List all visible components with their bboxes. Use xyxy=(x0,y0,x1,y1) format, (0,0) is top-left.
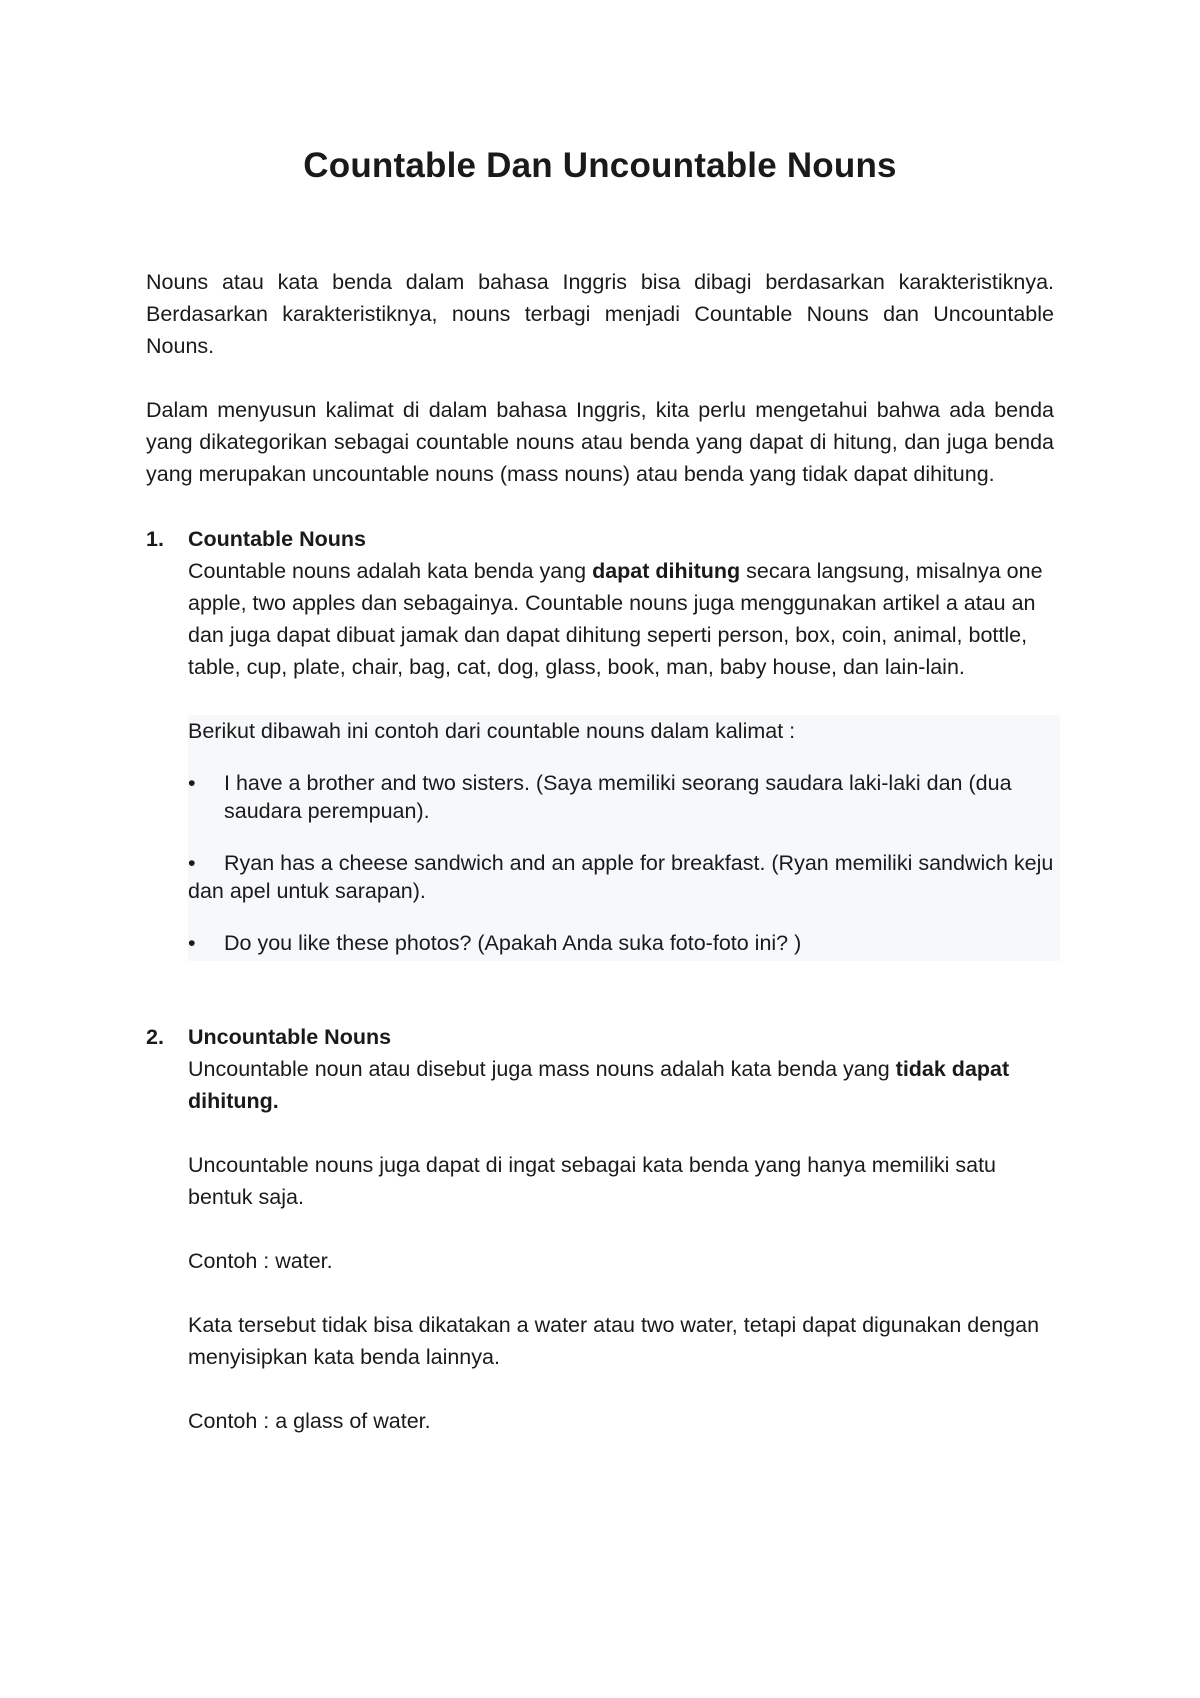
examples-box xyxy=(188,715,1060,961)
bullet-icon: • xyxy=(188,931,196,955)
section-2-paragraph-5: Contoh : a glass of water. xyxy=(188,1409,431,1433)
section-uncountable-nouns xyxy=(146,1021,1054,1437)
section-1-body xyxy=(188,555,1054,683)
section-countable-nouns xyxy=(146,523,1054,961)
page-title: Countable Dan Uncountable Nouns xyxy=(303,146,897,185)
section-1-number: 1. xyxy=(146,527,164,551)
section-1-body-post: secara langsung, misalnya one apple, two apples dan sebagainya. Countable nouns juga menggunakan artikel a atau an dan juga dapat dibuat jamak dan dapat dihitung seperti person, box, coin, animal, bottle, table, cup, plate, chair, bag, cat, dog, glass, book, man, baby house, dan lain-lain. xyxy=(188,559,1043,679)
section-2-paragraph-2: Uncountable nouns juga dapat di ingat sebagai kata benda yang hanya memiliki satu bentuk saja. xyxy=(188,1153,997,1209)
bullet-icon: • xyxy=(188,771,196,795)
intro-paragraph-2: Dalam menyusun kalimat di dalam bahasa Inggris, kita perlu mengetahui bahwa ada benda yang dikategorikan sebagai countable nouns atau benda yang dapat di hitung, dan juga benda yang merupakan uncountable nouns (mass nouns) atau benda yang tidak dapat dihitung. xyxy=(146,398,1054,486)
example-item xyxy=(188,849,1060,905)
example-item xyxy=(188,769,1060,825)
section-2-heading xyxy=(146,1021,1054,1053)
section-2-body-pre: Uncountable noun atau disebut juga mass nouns adalah kata benda yang xyxy=(188,1057,896,1081)
section-1-body-pre: Countable nouns adalah kata benda yang xyxy=(188,559,593,583)
section-1-title: Countable Nouns xyxy=(188,527,366,551)
section-2-title: Uncountable Nouns xyxy=(188,1025,392,1049)
example-text-1: I have a brother and two sisters. (Saya memiliki seorang saudara laki-laki dan (dua saudara perempuan). xyxy=(224,771,1012,823)
section-2-paragraph-3: Contoh : water. xyxy=(188,1249,333,1273)
section-2-number: 2. xyxy=(146,1025,164,1049)
section-2-body-bold: tidak dapat dihitung. xyxy=(188,1057,1010,1113)
examples-lead: Berikut dibawah ini contoh dari countable nouns dalam kalimat : xyxy=(188,719,796,743)
example-item xyxy=(188,929,1060,961)
bullet-icon: • xyxy=(188,851,196,875)
section-2-body xyxy=(188,1053,1054,1117)
section-2-paragraph-4: Kata tersebut tidak bisa dikatakan a water atau two water, tetapi dapat digunakan dengan menyisipkan kata benda lainnya. xyxy=(188,1313,1040,1369)
intro-paragraph-1: Nouns atau kata benda dalam bahasa Inggris bisa dibagi berdasarkan karakteristiknya. Berdasarkan karakteristiknya, nouns terbagi menjadi Countable Nouns dan Uncountable Nouns. xyxy=(146,270,1054,358)
example-text-2: Ryan has a cheese sandwich and an apple for breakfast. (Ryan memiliki sandwich keju dan apel untuk sarapan). xyxy=(188,851,1054,903)
section-1-body-bold: dapat dihitung xyxy=(592,559,741,583)
section-1-heading xyxy=(146,523,1054,555)
example-text-3: Do you like these photos? (Apakah Anda suka foto-foto ini? ) xyxy=(224,931,802,955)
